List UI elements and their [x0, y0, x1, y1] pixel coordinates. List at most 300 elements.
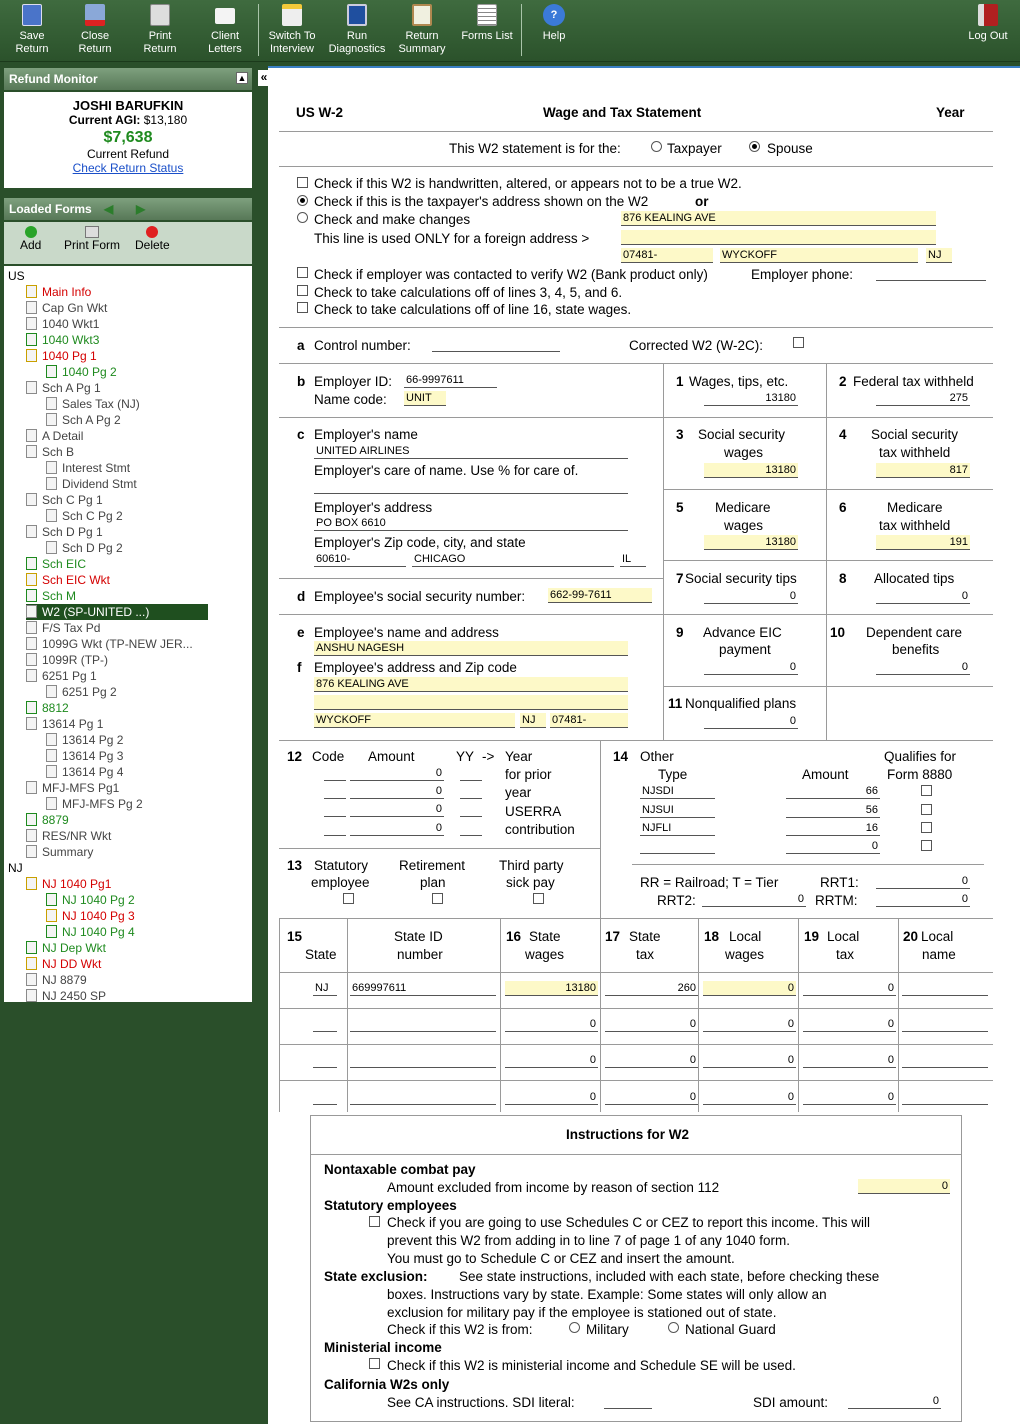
state-tax-field[interactable]: 0: [605, 1053, 698, 1068]
form-document-icon: [46, 685, 57, 698]
box-12-amount-field[interactable]: 0: [350, 821, 444, 836]
form-document-icon: [46, 477, 57, 490]
form-document-icon: [26, 285, 37, 298]
form-list-item[interactable]: [26, 284, 91, 300]
form-text: Control number:: [314, 338, 411, 353]
box-14-type-field[interactable]: NJFLI: [640, 821, 715, 836]
local-tax-field[interactable]: 0: [803, 1017, 896, 1032]
form-list-item[interactable]: [26, 444, 74, 460]
form-text: Social security tips: [685, 571, 797, 586]
add-form-button[interactable]: Add: [20, 226, 41, 252]
form-list-item[interactable]: [26, 812, 69, 828]
divider: [798, 918, 799, 1112]
form-list-item[interactable]: [46, 764, 123, 780]
form-list-item[interactable]: [26, 940, 106, 956]
divider: [279, 972, 993, 973]
form-text: Form 8880: [887, 767, 953, 782]
return-summary-button[interactable]: Return Summary: [390, 4, 454, 58]
employer-city-field[interactable]: CHICAGO: [412, 552, 614, 567]
third-party-sick-pay-checkbox[interactable]: [533, 893, 544, 904]
box-9-num: 9: [676, 625, 684, 640]
care-of-field[interactable]: [314, 479, 628, 494]
form-text: Dependent care: [866, 625, 963, 640]
form-list-item[interactable]: [46, 796, 143, 812]
form-list-item[interactable]: [46, 396, 140, 412]
sdi-amount-field[interactable]: 0: [848, 1394, 941, 1409]
local-wages-field[interactable]: 0: [703, 1090, 796, 1105]
form-8880-checkbox[interactable]: [921, 804, 932, 815]
form-document-icon: [26, 941, 37, 954]
form-list-item[interactable]: [26, 556, 86, 572]
form-list-item[interactable]: [26, 300, 107, 316]
box-4-field[interactable]: 817: [876, 463, 970, 478]
form-label: 1040 Wkt3: [42, 333, 100, 347]
employer-contacted-checkbox[interactable]: [297, 267, 308, 278]
box-12-year-field[interactable]: [460, 766, 482, 781]
employer-phone-field[interactable]: [876, 266, 986, 281]
form-label: 1040 Pg 1: [42, 349, 97, 363]
form-label: US: [8, 269, 25, 283]
form-text: tax: [636, 947, 655, 962]
box-11-field[interactable]: 0: [704, 714, 798, 729]
back-arrow-icon[interactable]: ◀: [104, 202, 114, 216]
box-3-field[interactable]: 13180: [704, 463, 798, 478]
form-list-item[interactable]: [26, 844, 93, 860]
form-label: 13614 Pg 4: [62, 765, 124, 779]
form-list-item[interactable]: [46, 460, 130, 476]
box-5-field[interactable]: 13180: [704, 535, 798, 550]
rrt1-field[interactable]: 0: [876, 874, 970, 889]
form-text: Check if this W2 is ministerial income and Schedule SE will be used.: [387, 1358, 796, 1373]
form-list-item[interactable]: [46, 412, 121, 428]
form-list-item[interactable]: [26, 492, 103, 508]
rrt2-field[interactable]: 0: [702, 892, 806, 907]
employee-address-2-field[interactable]: [314, 695, 628, 710]
loaded-forms-list: [4, 266, 252, 1002]
box-14-amount-field[interactable]: 16: [786, 821, 880, 836]
diagnostics-icon: [347, 4, 367, 26]
form-list-item[interactable]: [46, 476, 137, 492]
form-label: NJ 1040 Pg 3: [62, 909, 135, 923]
box-14-type-field[interactable]: NJSDI: [640, 784, 715, 799]
box-12-amount-field[interactable]: 0: [350, 766, 444, 781]
form-text: Check to take calculations off of lines 3, 4, 5, and 6.: [314, 285, 623, 300]
form-label: Sch A Pg 2: [62, 413, 121, 427]
form-8880-checkbox[interactable]: [921, 822, 932, 833]
local-wages-field[interactable]: 0: [703, 1053, 796, 1068]
spouse-radio[interactable]: [749, 141, 760, 152]
delete-form-button[interactable]: Delete: [135, 226, 170, 252]
employer-id-field[interactable]: 66-9997611: [404, 373, 497, 388]
form-text: wages: [724, 445, 764, 460]
collapse-icon[interactable]: ▲: [237, 73, 247, 83]
local-tax-field[interactable]: 0: [803, 1090, 896, 1105]
form-label: 8812: [42, 701, 69, 715]
box-19-num: 19: [804, 929, 820, 944]
box-f-letter: f: [297, 660, 302, 675]
box-7-field[interactable]: 0: [704, 589, 798, 604]
form-text: Social security: [871, 427, 959, 442]
form-label: 6251 Pg 2: [62, 685, 117, 699]
employer-state-field[interactable]: IL: [620, 552, 646, 567]
local-wages-field[interactable]: 0: [703, 1017, 796, 1032]
form-list-item[interactable]: [46, 732, 123, 748]
exit-door-icon: [978, 4, 998, 26]
box-14-type-field[interactable]: NJSUI: [640, 803, 715, 818]
form-text: Statutory: [314, 858, 369, 873]
save-return-button[interactable]: Save Return: [0, 4, 64, 58]
divider: [279, 918, 993, 919]
forward-arrow-icon[interactable]: ▶: [136, 202, 146, 216]
form-text: tax withheld: [879, 445, 951, 460]
form-text: Local: [827, 929, 860, 944]
agi-value: $13,180: [143, 113, 188, 127]
form-text: Employer ID:: [314, 374, 393, 389]
form-document-icon: [46, 765, 57, 778]
box-16-num: 16: [506, 929, 522, 944]
form-label: A Detail: [42, 429, 84, 443]
form-label: RES/NR Wkt: [42, 829, 112, 843]
local-tax-field[interactable]: 0: [803, 981, 896, 996]
form-list-item[interactable]: [26, 876, 111, 892]
box-10-field[interactable]: 0: [876, 660, 970, 675]
form-list-item[interactable]: [46, 364, 117, 380]
form-list-item[interactable]: [26, 956, 101, 972]
form-text: Employer's care of name. Use % for care of.: [314, 463, 579, 478]
form-text: Employer phone:: [751, 267, 854, 282]
form-text: Employee's name and address: [314, 625, 499, 640]
form-label: NJ 1040 Pg1: [42, 877, 112, 891]
box-12-code-field[interactable]: [324, 802, 346, 817]
client-letters-button[interactable]: Client Letters: [193, 4, 257, 58]
statutory-heading: Statutory employees: [324, 1198, 457, 1213]
form-text: Advance EIC: [703, 625, 782, 640]
box-2-field[interactable]: 275: [876, 391, 970, 406]
box-10-num: 10: [830, 625, 846, 640]
form-text: Amount: [368, 749, 415, 764]
divider: [500, 918, 501, 1112]
form-text: name: [922, 947, 956, 962]
form-document-icon: [26, 493, 37, 506]
employer-zip-field[interactable]: 60610-: [314, 552, 406, 567]
run-diagnostics-button[interactable]: Run Diagnostics: [325, 4, 389, 58]
form-label: Cap Gn Wkt: [42, 301, 108, 315]
calc-off-3-6-checkbox[interactable]: [297, 285, 308, 296]
box-8-field[interactable]: 0: [876, 589, 970, 604]
form-list-item[interactable]: [46, 684, 117, 700]
form-label: 1099R (TP-): [42, 653, 109, 667]
form-text: Local: [921, 929, 954, 944]
employee-address-field[interactable]: 876 KEALING AVE: [314, 677, 628, 692]
form-list-item[interactable]: [26, 780, 119, 796]
form-list-item[interactable]: [26, 348, 97, 364]
form-text: Code: [312, 749, 345, 764]
form-list-item[interactable]: [26, 572, 110, 588]
form-text: plan: [420, 875, 446, 890]
box-12-code-field[interactable]: [324, 784, 346, 799]
foreign-address-field[interactable]: [621, 230, 936, 245]
divider: [698, 918, 699, 1112]
instructions-title: Instructions for W2: [566, 1127, 690, 1142]
form-text: boxes. Instructions vary by state. Example: Some states will only allow an: [387, 1287, 827, 1302]
box-14-amount-field[interactable]: 66: [786, 784, 880, 799]
form-text: State: [305, 947, 337, 962]
form-text: ->: [482, 749, 495, 764]
name-code-field[interactable]: UNIT: [404, 391, 446, 406]
form-list-item[interactable]: [26, 604, 208, 620]
box-12-amount-field[interactable]: 0: [350, 802, 444, 817]
form-label: 13614 Pg 1: [42, 717, 104, 731]
ministerial-heading: Ministerial income: [324, 1340, 442, 1355]
national-guard-radio[interactable]: [668, 1322, 679, 1333]
form-text: Federal tax withheld: [853, 374, 974, 389]
combat-pay-heading: Nontaxable combat pay: [324, 1162, 476, 1177]
state-wages-field[interactable]: 0: [505, 1053, 598, 1068]
form-text: tax withheld: [879, 518, 951, 533]
form-label: NJ: [8, 861, 23, 875]
form-text: exclusion for military pay if the employee is stationed out of state.: [387, 1305, 777, 1320]
box-12-amount-field[interactable]: 0: [350, 784, 444, 799]
state-wages-field[interactable]: 13180: [505, 981, 598, 996]
handwritten-checkbox[interactable]: [297, 177, 308, 188]
state-id-field[interactable]: [350, 1017, 496, 1032]
corrected-w2-checkbox[interactable]: [793, 337, 804, 348]
form-list-item[interactable]: [46, 508, 123, 524]
box-14-amount-field[interactable]: 56: [786, 803, 880, 818]
rrtm-field[interactable]: 0: [876, 892, 970, 907]
employer-address-field[interactable]: PO BOX 6610: [314, 516, 628, 531]
form-group-header: [8, 268, 25, 284]
control-number-field[interactable]: [432, 337, 560, 352]
log-out-button[interactable]: Log Out: [956, 4, 1020, 58]
box-13-num: 13: [287, 858, 303, 873]
military-radio[interactable]: [569, 1322, 580, 1333]
state-field[interactable]: [313, 1053, 337, 1068]
box-e-letter: e: [297, 625, 305, 640]
divider: [663, 489, 993, 490]
employee-city-field[interactable]: WYCKOFF: [314, 713, 515, 728]
form-list-item[interactable]: [26, 828, 111, 844]
form-text: Check and make changes: [314, 212, 471, 227]
form-list-item[interactable]: [26, 636, 193, 652]
box-12-code-field[interactable]: [324, 766, 346, 781]
ministerial-checkbox[interactable]: [369, 1358, 380, 1369]
divider: [279, 166, 993, 167]
form-list-item[interactable]: [26, 428, 83, 444]
form-text: Employer's Zip code, city, and state: [314, 535, 526, 550]
form-list-item[interactable]: [26, 524, 103, 540]
calc-off-16-checkbox[interactable]: [297, 302, 308, 313]
form-label: Sch C Pg 2: [62, 509, 123, 523]
statutory-schedule-c-checkbox[interactable]: [369, 1216, 380, 1227]
help-button[interactable]: ? Help: [522, 4, 586, 58]
form-text: wages: [525, 947, 565, 962]
form-list-item[interactable]: [26, 332, 99, 348]
state-field[interactable]: [313, 1090, 337, 1105]
form-text: See CA instructions. SDI literal:: [387, 1395, 575, 1410]
box-12-code-field[interactable]: [324, 821, 346, 836]
city-field[interactable]: WYCKOFF: [720, 248, 918, 263]
form-list-item[interactable]: [26, 588, 76, 604]
state-wages-field[interactable]: 0: [505, 1090, 598, 1105]
divider: [310, 1154, 962, 1155]
box-14-amount-field[interactable]: 0: [786, 839, 880, 854]
form-list-item[interactable]: [26, 620, 100, 636]
address-radio[interactable]: [297, 195, 308, 206]
box-1-field[interactable]: 13180: [704, 391, 798, 406]
local-name-field[interactable]: [902, 1090, 988, 1105]
state-tax-field[interactable]: 0: [605, 1017, 698, 1032]
box-6-field[interactable]: 191: [876, 535, 970, 550]
change-address-radio[interactable]: [297, 212, 308, 223]
employer-name-field[interactable]: UNITED AIRLINES: [314, 444, 628, 459]
box-8-num: 8: [839, 571, 847, 586]
form-label: Sales Tax (NJ): [62, 397, 140, 411]
loaded-forms-header: Loaded Forms ◀ ▶: [4, 198, 252, 220]
form-list-item[interactable]: [26, 716, 103, 732]
form-text: for prior: [505, 767, 552, 782]
form-label: Sch A Pg 1: [42, 381, 101, 395]
state-field[interactable]: [313, 1017, 337, 1032]
form-document-icon: [46, 925, 57, 938]
local-name-field[interactable]: [902, 1017, 988, 1032]
local-name-field[interactable]: [902, 1053, 988, 1068]
form-text: Check if this is the taxpayer's address shown on the W2: [314, 194, 649, 209]
employee-name-field[interactable]: ANSHU NAGESH: [314, 641, 628, 656]
state-id-field[interactable]: 669997611: [350, 981, 496, 996]
form-text: Military: [586, 1322, 629, 1337]
switch-to-interview-button[interactable]: Switch To Interview: [260, 4, 324, 58]
list-icon: [477, 4, 497, 26]
form-label: Dividend Stmt: [62, 477, 137, 491]
form-document-icon: [46, 797, 57, 810]
form-label: W2 (SP-UNITED ...): [42, 605, 150, 619]
form-document-icon: [26, 429, 37, 442]
form-list-item[interactable]: [26, 380, 101, 396]
form-label: Sch D Pg 2: [62, 541, 123, 555]
box-d-letter: d: [297, 589, 306, 604]
box-12-year-field[interactable]: [460, 802, 482, 817]
forms-list-button[interactable]: Forms List: [455, 4, 519, 58]
sdi-literal-field[interactable]: [604, 1394, 652, 1409]
print-form-button[interactable]: Print Form: [64, 226, 120, 252]
state-tax-field[interactable]: 0: [605, 1090, 698, 1105]
form-text: You must go to Schedule C or CEZ and insert the amount.: [387, 1251, 735, 1266]
form-label: 1040 Pg 2: [62, 365, 117, 379]
form-document-icon: [26, 637, 37, 650]
divider: [279, 918, 280, 1112]
address-line-1[interactable]: 876 KEALING AVE: [621, 211, 936, 226]
form-group-header: [8, 860, 23, 876]
box-7-num: 7: [676, 571, 684, 586]
refund-monitor-header: Refund Monitor ▲: [4, 68, 252, 90]
state-field[interactable]: NJ: [313, 981, 337, 996]
form-document-icon: [46, 365, 57, 378]
form-text: prevent this W2 from adding in to line 7 of page 1 of any 1040 form.: [387, 1233, 790, 1248]
print-return-button[interactable]: Print Return: [128, 4, 192, 58]
state-field[interactable]: NJ: [926, 248, 952, 263]
divider: [279, 363, 993, 364]
toolbar: [0, 0, 1020, 62]
form-list-item[interactable]: [46, 908, 135, 924]
local-name-field[interactable]: [902, 981, 988, 996]
divider: [663, 363, 664, 740]
form-8880-checkbox[interactable]: [921, 785, 932, 796]
collapse-panel-button[interactable]: «: [258, 70, 270, 86]
box-c-letter: c: [297, 427, 305, 442]
form-list-item[interactable]: [26, 700, 69, 716]
form-document-icon: [26, 973, 37, 986]
form-list-item[interactable]: [46, 748, 123, 764]
box-12-year-field[interactable]: [460, 784, 482, 799]
refund-label: Current Refund: [86, 147, 170, 161]
form-text: year: [505, 785, 532, 800]
form-text: State: [629, 929, 661, 944]
form-list-item[interactable]: [26, 972, 87, 988]
state-id-field[interactable]: [350, 1090, 496, 1105]
form-document-icon: [26, 877, 37, 890]
box-5-num: 5: [676, 500, 684, 515]
employee-zip-field[interactable]: 07481-: [550, 713, 628, 728]
box-14-type-field[interactable]: [640, 839, 715, 854]
form-list-item[interactable]: [26, 316, 99, 332]
box-12-year-field[interactable]: [460, 821, 482, 836]
form-document-icon: [46, 733, 57, 746]
form-text: Type: [658, 767, 688, 782]
retirement-plan-checkbox[interactable]: [432, 893, 443, 904]
form-text: Check if you are going to use Schedules C or CEZ to report this income. This will: [387, 1215, 870, 1230]
divider: [600, 918, 601, 1112]
floppy-disk-icon: [22, 4, 42, 26]
form-label: Sch M: [42, 589, 77, 603]
local-tax-field[interactable]: 0: [803, 1053, 896, 1068]
statutory-employee-checkbox[interactable]: [343, 893, 354, 904]
state-tax-field[interactable]: 260: [605, 981, 698, 996]
taxpayer-radio[interactable]: [651, 141, 662, 152]
form-text: Allocated tips: [874, 571, 955, 586]
form-list-item[interactable]: [26, 652, 108, 668]
check-return-status-link[interactable]: Check Return Status: [72, 161, 184, 175]
divider: [632, 864, 984, 865]
form-list-item[interactable]: [26, 988, 106, 1002]
close-return-button[interactable]: Close Return: [63, 4, 127, 58]
form-text: RRT2:: [657, 893, 696, 908]
combat-pay-field[interactable]: 0: [858, 1179, 950, 1194]
local-wages-field[interactable]: 0: [703, 981, 796, 996]
zip-field[interactable]: 07481-: [621, 248, 713, 263]
form-document-icon: [26, 589, 37, 602]
form-list-item[interactable]: [26, 668, 97, 684]
state-wages-field[interactable]: 0: [505, 1017, 598, 1032]
box-9-field[interactable]: 0: [704, 660, 798, 675]
or-label: or: [695, 194, 709, 209]
clipboard-icon: [412, 4, 432, 26]
employee-state-field[interactable]: NJ: [520, 713, 546, 728]
form-label: 8879: [42, 813, 69, 827]
ssn-field[interactable]: 662-99-7611: [548, 588, 652, 603]
form-list-item[interactable]: [46, 892, 135, 908]
form-8880-checkbox[interactable]: [921, 840, 932, 851]
form-text: Check if this W2 is from:: [387, 1322, 533, 1337]
form-document-icon: [46, 413, 57, 426]
form-text: RR = Railroad; T = Tier: [640, 875, 779, 890]
state-id-field[interactable]: [350, 1053, 496, 1068]
form-list-item[interactable]: [46, 924, 135, 940]
form-label: Sch EIC Wkt: [42, 573, 111, 587]
form-document-icon: [26, 573, 37, 586]
form-document-icon: [26, 717, 37, 730]
form-list-item[interactable]: [46, 540, 123, 556]
